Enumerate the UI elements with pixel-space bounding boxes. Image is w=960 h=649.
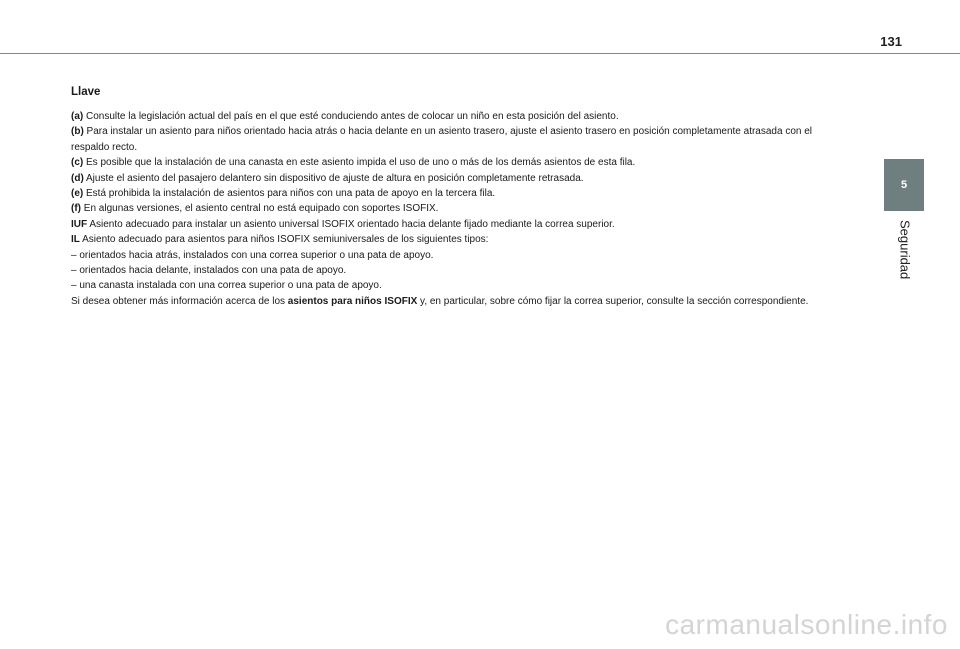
note-text: Consulte la legislación actual del país en el que esté conduciendo antes de colocar un niño en esta posición del asiento. (83, 111, 619, 122)
note-il (71, 232, 866, 247)
note-d (71, 171, 866, 186)
note-tag: (c) (71, 157, 84, 169)
note-text: Asiento adecuado para asientos para niños ISOFIX semiuniversales de los siguientes tipos: (79, 234, 489, 246)
note-text: Asiento adecuado para instalar un asiento universal ISOFIX orientado hacia delante fijado mediante la correa superior. (87, 218, 615, 230)
note-text: respaldo recto. (71, 141, 138, 153)
note-tag: (f) (71, 203, 81, 215)
note-tag: IL (71, 234, 80, 246)
note-text: Ajuste el asiento del pasajero delantero sin dispositivo de ajuste de altura en posición completamente retrasada. (83, 172, 584, 184)
note-il-item-1 (71, 248, 866, 263)
page-number: 131 (880, 34, 902, 49)
note-text: Para instalar un asiento para niños orientado hacia atrás o hacia delante en un asiento trasero, ajuste el asiento trasero en posición completamente atrasada con el (83, 126, 813, 138)
section-label-text: Seguridad (897, 220, 913, 280)
key-notes (71, 86, 866, 309)
section-label (896, 220, 914, 290)
note-f (71, 201, 866, 216)
more-info-after: y, en particular, sobre cómo fijar la correa superior, consulte la sección correspondiente. (417, 295, 809, 307)
note-tag: (b) (71, 126, 84, 138)
note-text: – una canasta instalada con una correa superior o una pata de apoyo. (71, 280, 382, 292)
note-il-item-3 (71, 278, 866, 293)
note-a (71, 109, 866, 124)
note-b (71, 124, 866, 139)
more-info-line (71, 294, 866, 309)
note-text: – orientados hacia delante, instalados con una pata de apoyo. (71, 265, 347, 277)
more-info-bold: asientos para niños ISOFIX (287, 295, 418, 307)
note-text: En algunas versiones, el asiento central no está equipado con soportes ISOFIX. (81, 203, 439, 215)
note-text: – orientados hacia atrás, instalados con una correa superior o una pata de apoyo. (71, 249, 434, 261)
header-divider (0, 53, 960, 54)
note-il-item-2 (71, 263, 866, 278)
note-tag: (d) (71, 172, 84, 184)
note-e (71, 186, 866, 201)
key-heading: Llave (71, 86, 101, 98)
note-b-continued (71, 140, 866, 155)
note-text: Está prohibida la instalación de asientos para niños con una pata de apoyo en la tercera fila. (83, 188, 496, 200)
note-tag: (a) (71, 111, 84, 122)
section-tab[interactable] (884, 159, 924, 211)
watermark: carmanualsonline.info (665, 609, 948, 640)
note-tag: (e) (71, 188, 84, 200)
section-tab-number: 5 (900, 179, 908, 191)
note-tag: IUF (71, 218, 88, 230)
note-c (71, 155, 866, 170)
note-text: Es posible que la instalación de una canasta en este asiento impida el uso de uno o más de los demás asientos de esta fila. (83, 157, 636, 169)
note-iuf (71, 217, 866, 232)
more-info-before: Si desea obtener más información acerca de los (71, 295, 288, 307)
